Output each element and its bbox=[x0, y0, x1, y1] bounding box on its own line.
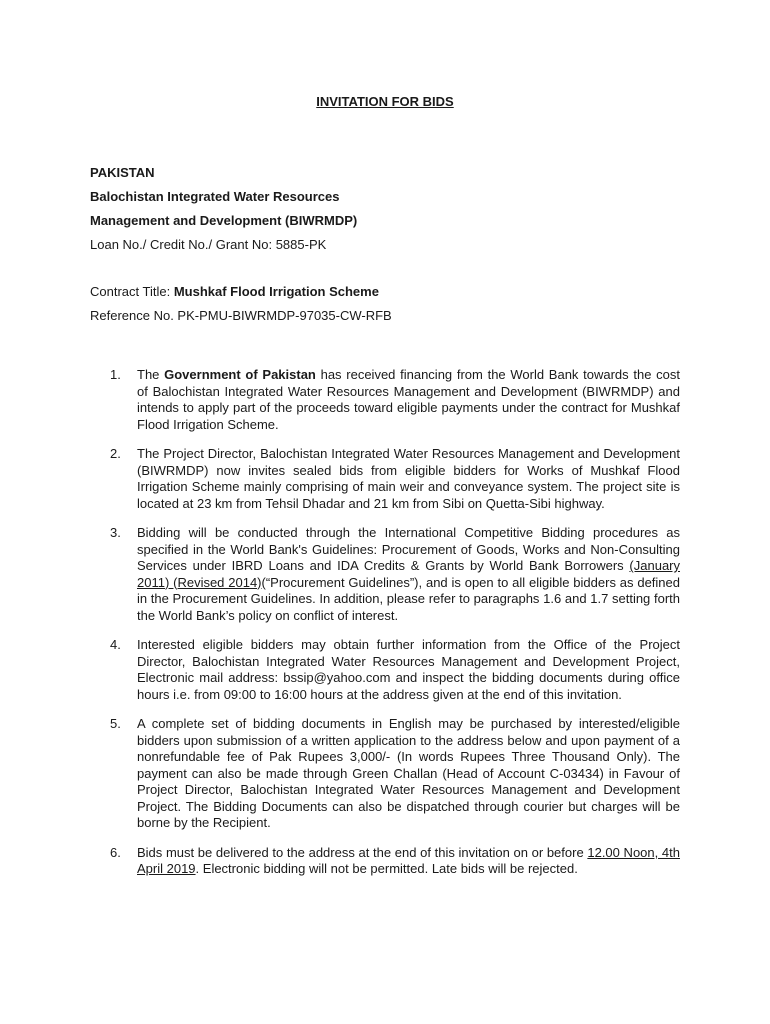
item-text-underlined: 12.00 Noon, 4th April 2019 bbox=[137, 844, 680, 876]
loan-number: Loan No./ Credit No./ Grant No: 5885-PK bbox=[90, 237, 327, 252]
list-item-6 bbox=[110, 845, 680, 878]
item-text-post: . Electronic bidding will not be permitted. Late bids will be rejected. bbox=[195, 861, 578, 876]
contract-title-label: Contract Title: bbox=[90, 284, 174, 299]
item-number: 1. bbox=[110, 367, 121, 382]
contract-title-value: Mushkaf Flood Irrigation Scheme bbox=[173, 284, 379, 299]
item-number: 3. bbox=[110, 525, 121, 540]
item-text-pre: The bbox=[137, 367, 165, 382]
list-item-3 bbox=[110, 525, 680, 624]
item-number: 5. bbox=[110, 716, 121, 731]
item-text-post: (“Procurement Guidelines”), and is open to all eligible bidders as defined in the Procurement Guidelines. In addition, please refer to paragraphs 1.6 and 1.7 setting forth the World Bank’s policy on conflict of interest. bbox=[137, 574, 680, 623]
list-item-4 bbox=[110, 637, 680, 703]
item-text-underlined: (January 2011) (Revised 2014) bbox=[137, 558, 680, 590]
list-item-2 bbox=[110, 446, 680, 512]
country-heading: PAKISTAN bbox=[90, 165, 155, 180]
contract-title-line bbox=[90, 284, 690, 308]
item-number: 2. bbox=[110, 446, 121, 461]
item-text: Interested eligible bidders may obtain further information from the Office of the Project Director, Balochistan Integrated Water Resources Management and Development Project, Electronic mail address: bssip@yahoo.com and inspect the bidding documents during office hours i.e. from 09:00 to 16:00 hours at the address given at the end of this invitation. bbox=[137, 637, 680, 702]
item-text-post: has received financing from the World Bank towards the cost of Balochistan Integrated Water Resources Management and Development (BIWRMDP) and intends to apply part of the proceeds toward eligible payments under the contract for Mushkaf Flood Irrigation Scheme. bbox=[137, 367, 680, 432]
numbered-list bbox=[110, 367, 680, 891]
reference-number: Reference No. PK-PMU-BIWRMDP-97035-CW-RFB bbox=[90, 308, 392, 323]
project-name-line2: Management and Development (BIWRMDP) bbox=[90, 213, 358, 228]
contract-block bbox=[90, 284, 690, 332]
project-name-line1: Balochistan Integrated Water Resources bbox=[90, 189, 340, 204]
page-title: INVITATION FOR BIDS bbox=[316, 94, 454, 109]
item-text: A complete set of bidding documents in English may be purchased by interested/eligible bidders upon submission of a written application to the address below and upon payment of a nonrefundable fee of Pak Rupees 3,000/- (In words Rupees Three Thousand Only). The payment can also be made through Green Challan (Head of Account C-03434) in Favour of Project Director, Balochistan Integrated Water Resources Management and Development Project. The Bidding Documents can also be dispatched through courier but charges will be borne by the Recipient. bbox=[137, 716, 680, 830]
item-text-bold: Government of Pakistan bbox=[164, 367, 316, 382]
item-text-pre: Bids must be delivered to the address at the end of this invitation on or before bbox=[137, 844, 588, 860]
item-text-pre: Bidding will be conducted through the International Competitive Bidding procedures as specified in the World Bank's Guidelines: Procurement of Goods, Works and Non-Consulting Services under IBRD Loans and IDA Credits & Grants by World Bank Borrowers bbox=[137, 525, 680, 573]
list-item-1 bbox=[110, 367, 680, 433]
list-item-5 bbox=[110, 716, 680, 832]
header-block bbox=[90, 165, 690, 261]
item-number: 4. bbox=[110, 637, 121, 652]
item-number: 6. bbox=[110, 844, 121, 860]
item-text: The Project Director, Balochistan Integrated Water Resources Management and Development (BIWRMDP) now invites sealed bids from eligible bidders for Works of Mushkaf Flood Irrigation Scheme mainly comprising of main weir and conveyance system. The project site is located at 23 km from Tehsil Dhadar and 21 km from Sibi on Quetta-Sibi highway. bbox=[137, 446, 680, 511]
